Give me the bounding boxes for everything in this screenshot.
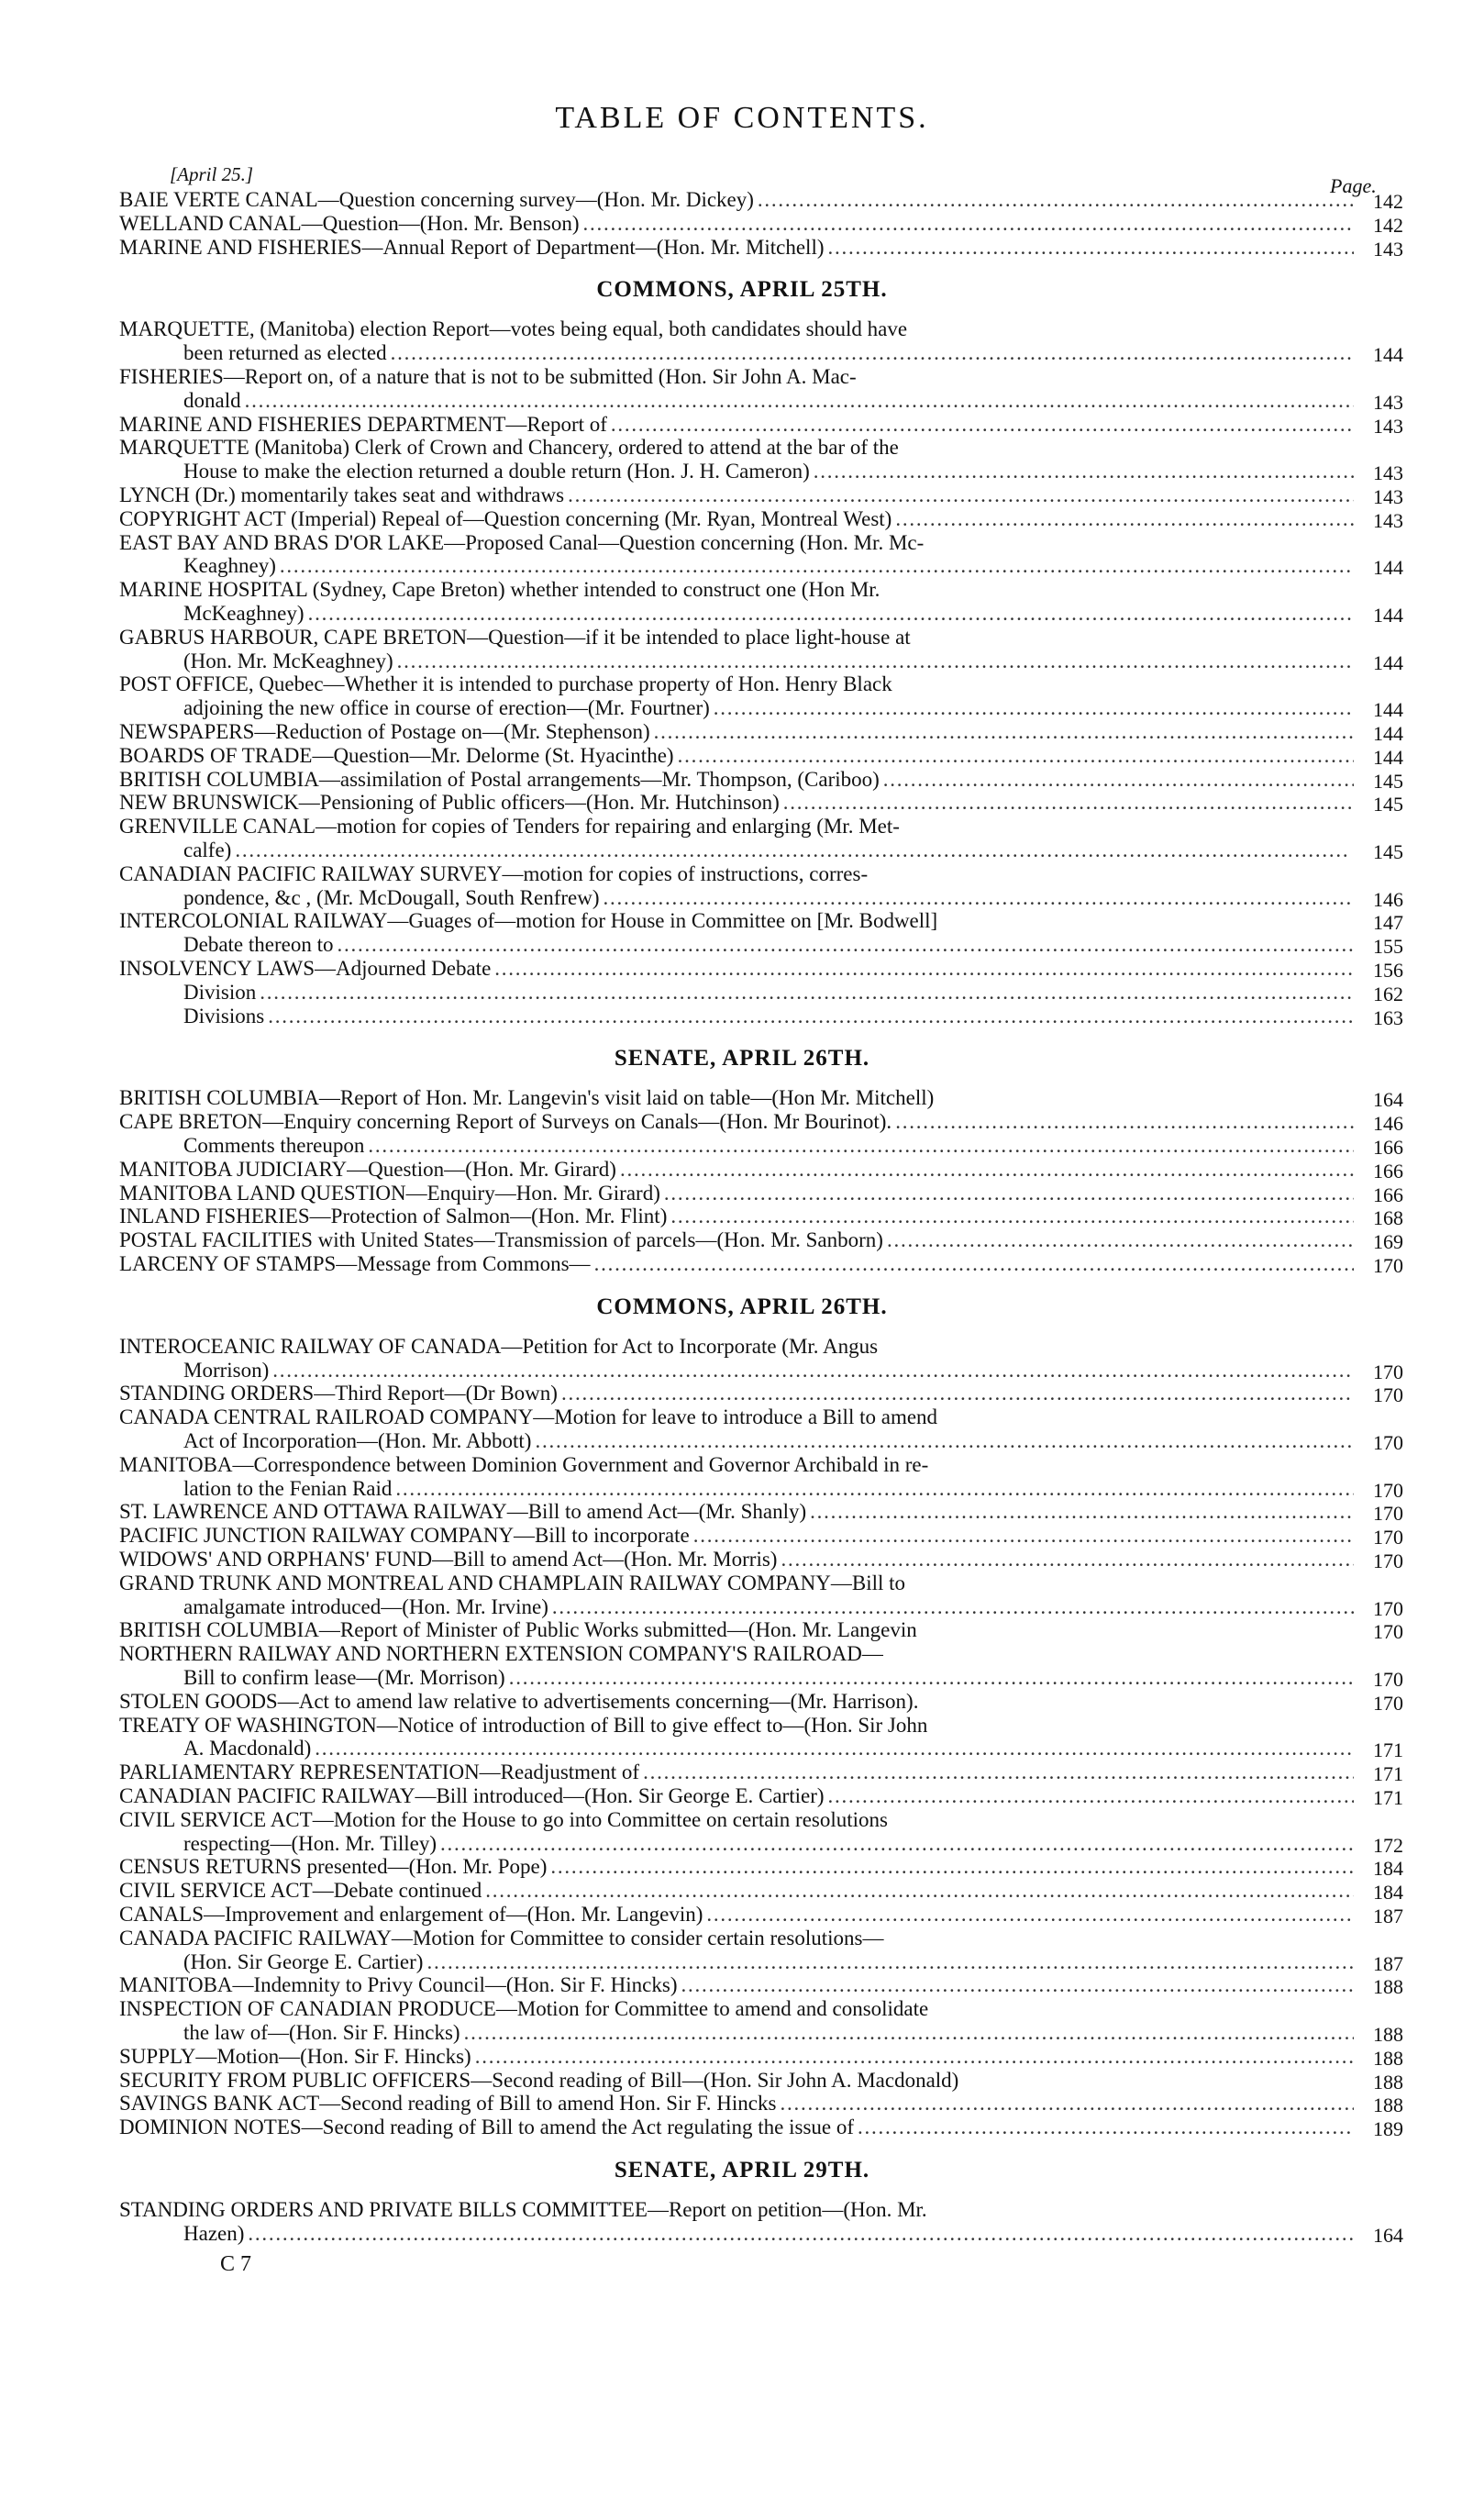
entry-text: CIVIL SERVICE ACT—Debate continued [119, 1879, 482, 1903]
page-number: 143 [1373, 461, 1403, 485]
leader-dots [395, 1477, 1354, 1501]
entry-text: MANITOBA—Correspondence between Dominion Government and Governor Archibald in re- [119, 1452, 929, 1476]
page-number: 164 [1373, 1088, 1403, 1112]
leader-dots [620, 1158, 1354, 1182]
page-column-label: Page. [1330, 174, 1377, 197]
toc-entry-continuation [183, 554, 1357, 578]
page-number: 171 [1373, 1762, 1403, 1786]
toc-entry-continuation [183, 839, 1357, 862]
toc-entry [119, 1808, 1357, 1832]
entry-text: COPYRIGHT ACT (Imperial) Repeal of—Question concerning (Mr. Ryan, Montreal West) [119, 506, 892, 530]
toc-entry-continuation [183, 389, 1357, 413]
toc-entry [119, 1714, 1357, 1738]
toc-entry [119, 909, 1357, 933]
section-heading: SENATE, APRIL 29TH. [614, 2158, 870, 2182]
leader-dots [810, 1500, 1354, 1524]
entry-text: INTEROCEANIC RAILWAY OF CANADA—Petition for Act to Incorporate (Mr. Angus [119, 1334, 879, 1358]
entry-text: CANALS—Improvement and enlargement of—(Hon. Mr. Langevin) [119, 1903, 703, 1926]
leader-dots [475, 2045, 1354, 2069]
entry-text: CANADA PACIFIC RAILWAY—Motion for Committee to consider certain resolutions— [119, 1926, 884, 1949]
toc-entry [119, 1182, 1357, 1205]
page-number: 170 [1373, 1526, 1403, 1549]
toc-entry [119, 672, 1357, 696]
page-number: 145 [1373, 793, 1403, 816]
entry-text: Debate thereon to [183, 933, 334, 957]
toc-entry [119, 1903, 1357, 1927]
entry-text: EAST BAY AND BRAS D'OR LAKE—Proposed Canal—Question concerning (Hon. Mr. Mc- [119, 530, 925, 554]
toc-entry-continuation [183, 1737, 1357, 1760]
entry-text: DOMINION NOTES—Second reading of Bill to amend the Act regulating the issue of [119, 2116, 855, 2139]
toc-entry-continuation [183, 460, 1357, 483]
toc-entry [119, 1690, 1357, 1714]
toc-entry [119, 1927, 1357, 1950]
leader-dots [814, 460, 1354, 483]
page-number: 170 [1373, 1254, 1403, 1277]
leader-dots [594, 1252, 1354, 1276]
entry-text: LYNCH (Dr.) momentarily takes seat and withdraws [119, 483, 565, 506]
page-number: 187 [1373, 1905, 1403, 1927]
page-number: 144 [1373, 745, 1403, 769]
leader-dots [895, 507, 1354, 531]
page-number: 146 [1373, 887, 1403, 911]
toc-entry [119, 1855, 1357, 1879]
toc-entry [119, 236, 1357, 260]
page-number: 188 [1373, 2070, 1403, 2094]
page-number: 170 [1373, 1502, 1403, 1526]
entry-text: POSTAL FACILITIES with United States—Transmission of parcels—(Hon. Mr. Sanborn) [119, 1228, 883, 1252]
page-number: 171 [1373, 1786, 1403, 1809]
toc-entry [119, 1500, 1357, 1524]
page-number: 162 [1373, 982, 1403, 1005]
leader-dots [391, 341, 1354, 365]
entry-text: pondence, &c , (Mr. McDougall, South Renfrew) [183, 885, 600, 909]
page-number: 170 [1373, 1620, 1403, 1644]
entry-text: CANADIAN PACIFIC RAILWAY SURVEY—motion for copies of instructions, corres- [119, 861, 869, 885]
entry-text: WIDOWS' AND ORPHANS' FUND—Bill to amend Act—(Hon. Mr. Morris) [119, 1548, 778, 1571]
entry-text: LARCENY OF STAMPS—Message from Commons— [119, 1252, 591, 1275]
section-heading: COMMONS, APRIL 25TH. [596, 277, 888, 303]
toc-entry-continuation [183, 1832, 1357, 1856]
entry-text: McKeaghney) [183, 602, 305, 625]
toc-entry [119, 1335, 1357, 1359]
toc-entry [119, 2045, 1357, 2069]
page-number: 163 [1373, 1005, 1403, 1029]
entry-text: CENSUS RETURNS presented—(Hon. Mr. Pope) [119, 1855, 548, 1879]
entry-text: A. Macdonald) [183, 1737, 312, 1760]
entry-text: INLAND FISHERIES—Protection of Salmon—(Hon. Mr. Flint) [119, 1205, 668, 1228]
entry-text: CIVIL SERVICE ACT—Motion for the House to go into Committee on certain resolutions [119, 1807, 888, 1831]
entry-text: GRAND TRUNK AND MONTREAL AND CHAMPLAIN RAILWAY COMPANY—Bill to [119, 1571, 906, 1594]
leader-dots [611, 413, 1354, 437]
toc-entry [119, 791, 1357, 815]
page-number: 143 [1373, 508, 1403, 532]
entry-text: INTERCOLONIAL RAILWAY—Guages of—motion for House in Committee on [Mr. Bodwell] [119, 909, 938, 933]
entry-text: lation to the Fenian Raid [183, 1476, 393, 1500]
entry-text: amalgamate introduced—(Hon. Mr. Irvine) [183, 1594, 548, 1618]
leader-dots [368, 1134, 1354, 1158]
toc-entry [119, 1158, 1357, 1182]
toc-entry-continuation [183, 341, 1357, 365]
leader-dots [895, 1110, 1354, 1134]
page-number: 188 [1373, 2046, 1403, 2070]
entry-text: House to make the election returned a double return (Hon. J. H. Cameron) [183, 460, 810, 483]
entry-text: Comments thereupon [183, 1134, 365, 1157]
leader-dots [654, 720, 1354, 744]
toc-entry-continuation [183, 1950, 1357, 1974]
entry-text: Act of Incorporation—(Hon. Mr. Abbott) [183, 1429, 532, 1452]
leader-dots [268, 1005, 1354, 1028]
toc-entry-continuation [183, 1595, 1357, 1619]
entry-text: BAIE VERTE CANAL—Question concerning survey—(Hon. Mr. Dickey) [119, 188, 754, 211]
entry-text: BOARDS OF TRADE—Question—Mr. Delorme (St. Hyacinthe) [119, 743, 674, 767]
entry-text: adjoining the new office in course of erection—(Mr. Fourtner) [183, 696, 710, 720]
toc-entry-continuation [183, 1429, 1357, 1453]
page-number: 156 [1373, 959, 1403, 982]
leader-dots [245, 389, 1354, 413]
page-number: 147 [1373, 911, 1403, 935]
page-number: 166 [1373, 1159, 1403, 1183]
entry-text: POST OFFICE, Quebec—Whether it is intended to purchase property of Hon. Henry Black [119, 672, 892, 696]
page-number: 170 [1373, 1431, 1403, 1454]
toc-entry [119, 2092, 1357, 2116]
page-number: 184 [1373, 1881, 1403, 1905]
leader-dots [280, 554, 1354, 578]
page-number: 171 [1373, 1738, 1403, 1762]
toc-entry-continuation [183, 2222, 1357, 2246]
toc-entry [119, 1973, 1357, 1997]
toc-entry [119, 1228, 1357, 1252]
entry-text: Division [183, 980, 257, 1004]
entry-text: Hazen) [183, 2221, 245, 2245]
page-number: 143 [1373, 237, 1403, 261]
leader-dots [561, 1382, 1354, 1405]
toc-entry [119, 317, 1357, 341]
page-number: 188 [1373, 2094, 1403, 2117]
toc-entry [119, 720, 1357, 744]
entry-text: PARLIAMENTARY REPRESENTATION—Readjustment of [119, 1760, 640, 1784]
toc-entry-continuation [183, 981, 1357, 1005]
leader-dots [828, 236, 1354, 260]
entry-text: been returned as elected [183, 341, 387, 365]
toc-entry-continuation [183, 886, 1357, 910]
toc-entry [119, 2116, 1357, 2139]
page-number: 146 [1373, 1112, 1403, 1136]
entry-text: respecting—(Hon. Mr. Tilley) [183, 1831, 437, 1855]
page-number: 172 [1373, 1833, 1403, 1857]
toc-entry [119, 1642, 1357, 1666]
section-heading: SENATE, APRIL 26TH. [614, 1046, 870, 1072]
leader-dots [828, 1784, 1354, 1808]
leader-dots [604, 886, 1354, 910]
leader-dots [714, 696, 1354, 720]
leader-dots [315, 1737, 1354, 1760]
toc-entry [119, 957, 1357, 981]
entry-text: MANITOBA LAND QUESTION—Enquiry—Hon. Mr. Girard) [119, 1181, 660, 1205]
toc-entry-continuation [183, 2021, 1357, 2045]
entry-text: (Hon. Sir George E. Cartier) [183, 1949, 424, 1973]
leader-dots [582, 212, 1354, 236]
page-number: 166 [1373, 1183, 1403, 1206]
toc-entry [119, 1453, 1357, 1477]
toc-entry [119, 768, 1357, 792]
page-number: 143 [1373, 390, 1403, 414]
entry-text: MARINE HOSPITAL (Sydney, Cape Breton) whether intended to construct one (Hon Mr. [119, 578, 880, 602]
leader-dots [485, 1879, 1354, 1903]
leader-dots [426, 1950, 1354, 1974]
toc-entry [119, 1252, 1357, 1276]
entry-text: NEWSPAPERS—Reduction of Postage on—(Mr. Stephenson) [119, 720, 650, 743]
entry-text: FISHERIES—Report on, of a nature that is not to be submitted (Hon. Sir John A. Mac- [119, 365, 857, 388]
page-number: 144 [1373, 343, 1403, 367]
toc-entry [119, 2198, 1357, 2222]
entry-text: Divisions [183, 1004, 265, 1027]
leader-dots [706, 1903, 1354, 1927]
leader-dots [693, 1524, 1354, 1548]
toc-entry [119, 436, 1357, 460]
page-number: 188 [1373, 2023, 1403, 2046]
entry-text: GABRUS HARBOUR, CAPE BRETON—Question—if it be intended to place light-house at [119, 625, 911, 649]
toc-entry-continuation [183, 696, 1357, 720]
entry-text: MARINE AND FISHERIES—Annual Report of Department—(Hon. Mr. Mitchell) [119, 235, 825, 259]
toc-entry [119, 1110, 1357, 1134]
toc-entry [119, 1997, 1357, 2021]
page-number: 145 [1373, 840, 1403, 863]
toc-entry [119, 1784, 1357, 1808]
page-number: 144 [1373, 556, 1403, 580]
leader-dots [440, 1832, 1354, 1856]
leader-dots [887, 1228, 1354, 1252]
toc-entry [119, 1524, 1357, 1548]
entry-text: the law of—(Hon. Sir F. Hincks) [183, 2021, 460, 2044]
page-number: 142 [1373, 213, 1403, 237]
leader-dots [494, 957, 1354, 981]
leader-dots [550, 1855, 1354, 1879]
page-number: 166 [1373, 1136, 1403, 1159]
entry-text: NORTHERN RAILWAY AND NORTHERN EXTENSION COMPANY'S RAILROAD— [119, 1642, 883, 1666]
leader-dots [397, 650, 1354, 673]
entry-text: STOLEN GOODS—Act to amend law relative to advertisements concerning—(Mr. Harrison). [119, 1689, 919, 1713]
toc-entry [119, 1382, 1357, 1405]
page-number: 188 [1373, 1975, 1403, 1999]
entry-text: NEW BRUNSWICK—Pensioning of Public officers—(Hon. Mr. Hutchinson) [119, 791, 780, 815]
leader-dots [552, 1595, 1354, 1619]
leader-dots [248, 2222, 1354, 2246]
leader-dots [509, 1666, 1354, 1690]
entry-text: WELLAND CANAL—Question—(Hon. Mr. Benson) [119, 211, 580, 235]
entry-text: BRITISH COLUMBIA—assimilation of Postal arrangements—Mr. Thompson, (Cariboo) [119, 767, 880, 791]
page-number: 170 [1373, 1478, 1403, 1502]
toc-entry [119, 1548, 1357, 1572]
page-number: 170 [1373, 1549, 1403, 1572]
entry-text: CANADIAN PACIFIC RAILWAY—Bill introduced—(Hon. Sir George E. Cartier) [119, 1784, 825, 1807]
page-number: 155 [1373, 935, 1403, 959]
entry-text: CANADA CENTRAL RAILROAD COMPANY—Motion for leave to introduce a Bill to amend [119, 1405, 938, 1429]
leader-dots [643, 1760, 1354, 1784]
entry-text: PACIFIC JUNCTION RAILWAY COMPANY—Bill to incorporate [119, 1524, 690, 1548]
page-number: 168 [1373, 1206, 1403, 1230]
entry-text: SECURITY FROM PUBLIC OFFICERS—Second reading of Bill—(Hon. Sir John A. Macdonald) [119, 2068, 959, 2092]
page-title: TABLE OF CONTENTS. [555, 101, 929, 135]
toc-entry [119, 744, 1357, 768]
page-number: 144 [1373, 650, 1403, 674]
toc-entry [119, 578, 1357, 602]
page-number: 169 [1373, 1230, 1403, 1254]
page-number: 143 [1373, 414, 1403, 438]
entry-text: donald [183, 388, 241, 412]
page-number: 170 [1373, 1596, 1403, 1620]
entry-text: calfe) [183, 839, 232, 861]
toc-entry [119, 1879, 1357, 1903]
toc-entry-continuation [183, 1359, 1357, 1383]
page-number: 170 [1373, 1383, 1403, 1407]
entry-text: MANITOBA—Indemnity to Privy Council—(Hon. Sir F. Hincks) [119, 1973, 678, 1997]
toc-entry-continuation [183, 602, 1357, 626]
section-heading: COMMONS, APRIL 26TH. [596, 1294, 888, 1319]
entry-text: MARQUETTE (Manitoba) Clerk of Crown and Chancery, ordered to attend at the bar of the [119, 436, 899, 460]
toc-entry-continuation [183, 1477, 1357, 1501]
entry-text: TREATY OF WASHINGTON—Notice of introduction of Bill to give effect to—(Hon. Sir John [119, 1713, 928, 1737]
page-number: 187 [1373, 1951, 1403, 1975]
toc-entry [119, 1405, 1357, 1429]
page-number: 184 [1373, 1857, 1403, 1881]
leader-dots [464, 2021, 1354, 2045]
entry-text: (Hon. Mr. McKeaghney) [183, 649, 393, 672]
leader-dots [235, 839, 1354, 862]
entry-text: SUPPLY—Motion—(Hon. Sir F. Hincks) [119, 2044, 471, 2068]
entry-text: ST. LAWRENCE AND OTTAWA RAILWAY—Bill to amend Act—(Mr. Shanly) [119, 1500, 807, 1524]
toc-entry [119, 626, 1357, 650]
toc-entry [119, 815, 1357, 839]
leader-dots [678, 744, 1354, 768]
footer-mark: C 7 [220, 2252, 252, 2276]
toc-entry [119, 365, 1357, 389]
entry-text: Bill to confirm lease—(Mr. Morrison) [183, 1666, 505, 1689]
entry-text: INSPECTION OF CANADIAN PRODUCE—Motion for Committee to amend and consolidate [119, 1997, 929, 2021]
leader-dots [780, 2092, 1354, 2116]
entry-text: CAPE BRETON—Enquiry concerning Report of Surveys on Canals—(Hon. Mr Bourinot). [119, 1110, 892, 1134]
entry-text: STANDING ORDERS—Third Report—(Dr Bown) [119, 1382, 558, 1405]
toc-entry [119, 507, 1357, 531]
toc-entry [119, 1572, 1357, 1595]
toc-entry [119, 531, 1357, 555]
toc-entry [119, 1205, 1357, 1228]
toc-entry-continuation [183, 650, 1357, 673]
leader-dots [568, 483, 1354, 507]
toc-entry [119, 483, 1357, 507]
toc-entry [119, 862, 1357, 886]
entry-text: MARINE AND FISHERIES DEPARTMENT—Report of [119, 412, 607, 436]
toc-entry [119, 1760, 1357, 1784]
page-number: 144 [1373, 604, 1403, 627]
toc-entry [119, 212, 1357, 236]
entry-text: STANDING ORDERS AND PRIVATE BILLS COMMITTEE—Report on petition—(Hon. Mr. [119, 2198, 927, 2221]
toc-entry [119, 1086, 1357, 1110]
toc-entry [119, 413, 1357, 437]
leader-dots [858, 2116, 1354, 2139]
page-number: 189 [1373, 2117, 1403, 2141]
leader-dots [272, 1359, 1354, 1383]
entry-text: MANITOBA JUDICIARY—Question—(Hon. Mr. Girard) [119, 1157, 616, 1181]
page-number: 144 [1373, 722, 1403, 745]
entry-text: BRITISH COLUMBIA—Report of Hon. Mr. Langevin's visit laid on table—(Hon Mr. Mitchell) [119, 1086, 935, 1110]
toc-entry [119, 1618, 1357, 1642]
entry-text: Morrison) [183, 1358, 270, 1382]
toc-entry [119, 188, 1357, 212]
page-number: 170 [1373, 1360, 1403, 1383]
leader-dots [781, 1548, 1354, 1572]
leader-dots [758, 188, 1354, 212]
entry-text: MARQUETTE, (Manitoba) election Report—votes being equal, both candidates should have [119, 317, 908, 341]
toc-entry-continuation [183, 1134, 1357, 1158]
toc-entry-continuation [183, 1666, 1357, 1690]
leader-dots [670, 1205, 1354, 1228]
leader-dots [664, 1182, 1354, 1205]
page-number: 143 [1373, 485, 1403, 508]
page-number: 144 [1373, 698, 1403, 722]
page-number: 170 [1373, 1691, 1403, 1715]
entry-text: BRITISH COLUMBIA—Report of Minister of Public Works submitted—(Hon. Mr. Langevin [119, 1618, 917, 1642]
leader-dots [883, 768, 1354, 792]
page-number: 164 [1373, 2223, 1403, 2247]
page-number: 142 [1373, 190, 1403, 213]
entry-text: GRENVILLE CANAL—motion for copies of Tenders for repairing and enlarging (Mr. Met- [119, 815, 900, 839]
leader-dots [337, 933, 1354, 957]
leader-dots [535, 1429, 1354, 1453]
entry-text: Keaghney) [183, 554, 276, 578]
leader-dots [783, 791, 1354, 815]
leader-dots [308, 602, 1354, 626]
date-note: [April 25.] [170, 163, 254, 185]
entry-text: INSOLVENCY LAWS—Adjourned Debate [119, 957, 492, 980]
page-number: 145 [1373, 769, 1403, 793]
page-number: 170 [1373, 1668, 1403, 1691]
toc-entry-continuation [183, 933, 1357, 957]
toc-entry-continuation [183, 1005, 1357, 1028]
leader-dots [681, 1973, 1354, 1997]
toc-entry [119, 2069, 1357, 2093]
entry-text: SAVINGS BANK ACT—Second reading of Bill to amend Hon. Sir F. Hincks [119, 2092, 777, 2116]
leader-dots [260, 981, 1354, 1005]
